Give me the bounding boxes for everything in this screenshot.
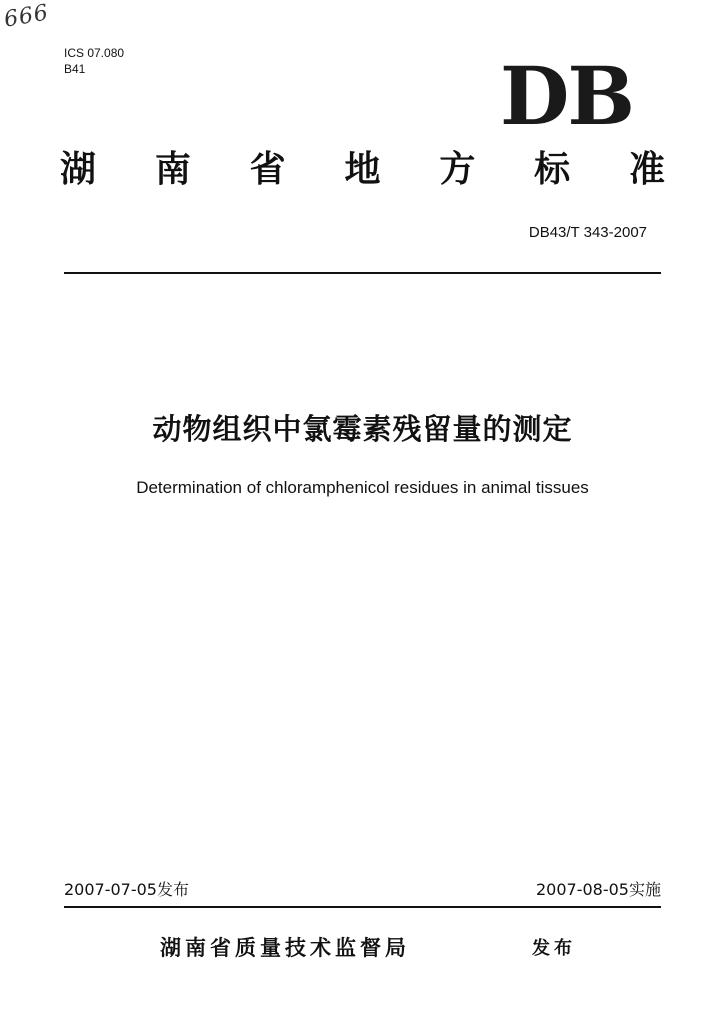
db-logo: DB <box>500 49 633 143</box>
publisher: 湖南省质量技术监督局 <box>160 936 410 960</box>
standard-number: DB43/T 343-2007 <box>528 224 647 241</box>
standard-type-char: 省 <box>249 149 286 190</box>
standard-type-char: 标 <box>534 149 571 190</box>
ccs-code: B41 <box>64 62 86 76</box>
document-title-chinese: 动物组织中氯霉素残留量的测定 <box>152 412 573 446</box>
handwritten-note: 666 <box>2 0 51 33</box>
publish-label: 发布 <box>532 938 576 959</box>
standard-type-char: 地 <box>344 149 381 190</box>
standard-type-heading <box>60 148 665 192</box>
top-divider <box>64 272 661 274</box>
standard-type-char: 方 <box>439 149 476 190</box>
implementation-date: 2007-08-05实施 <box>536 880 661 899</box>
standard-type-char: 准 <box>628 149 665 190</box>
standard-type-char: 湖 <box>60 149 97 190</box>
bottom-divider <box>64 906 661 908</box>
standard-type-char: 南 <box>154 149 191 190</box>
document-title-english: Determination of chloramphenicol residues in animal tissues <box>136 478 589 497</box>
ics-code: ICS 07.080 <box>64 46 125 60</box>
issue-date: 2007-07-05发布 <box>64 880 189 899</box>
